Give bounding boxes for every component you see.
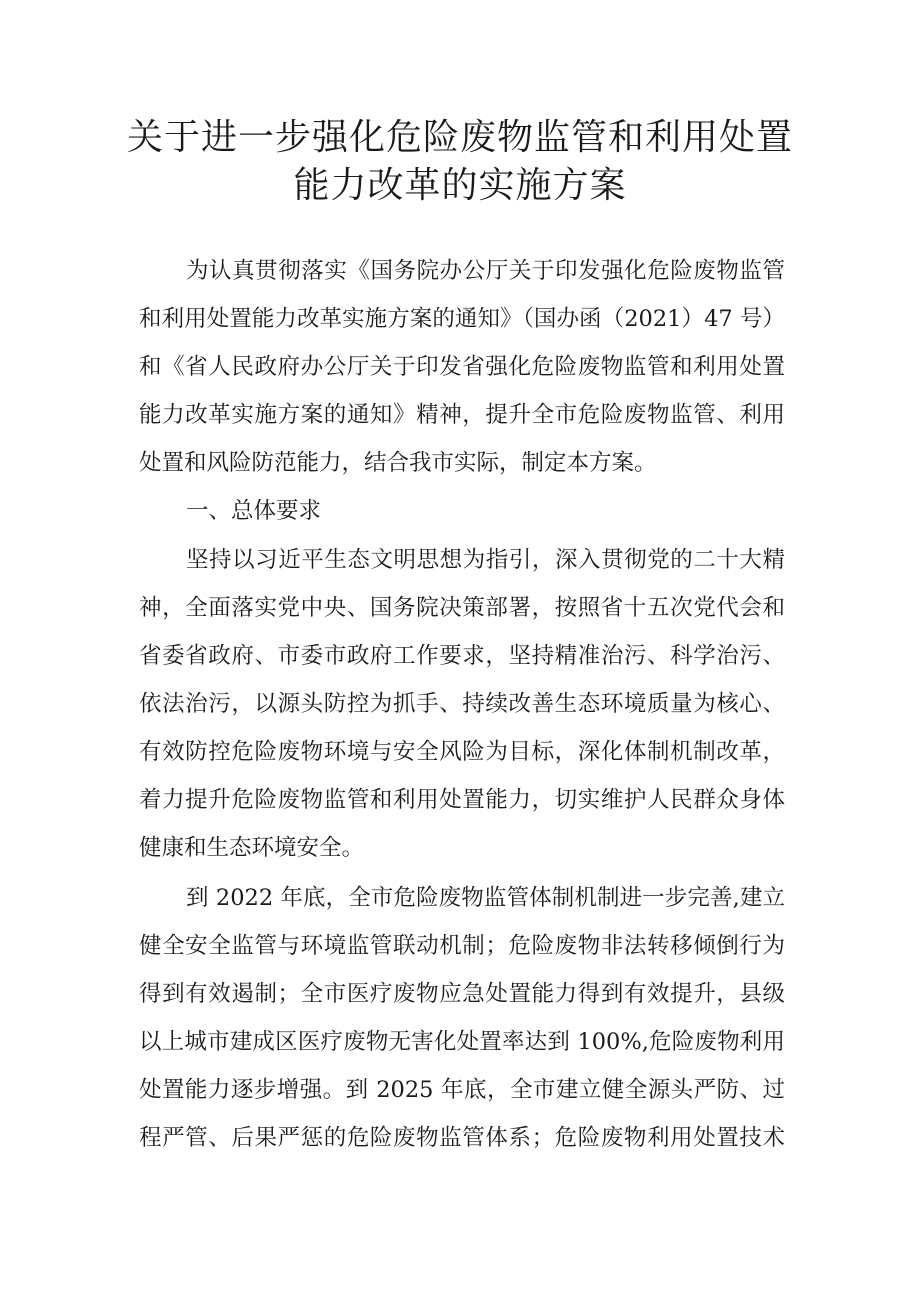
paragraph-2-line-5: 有效防控危险废物环境与安全风险为目标，深化体制机制改革， bbox=[139, 739, 785, 765]
paragraph-3-line-6: 程严管、后果严惩的危险废物监管体系；危险废物利用处置技术 bbox=[139, 1125, 785, 1151]
paragraph-3-line-1: 到 2022 年底，全市危险废物监管体制机制进一步完善,建立 bbox=[186, 885, 785, 911]
document-title-line-2: 能力改革的实施方案 bbox=[293, 165, 627, 206]
paragraph-2-line-7: 健康和生态环境安全。 bbox=[139, 835, 365, 861]
paragraph-1-line-5: 处置和风险防范能力，结合我市实际，制定本方案。 bbox=[139, 450, 657, 476]
document-title-line-1: 关于进一步强化危险废物监管和利用处置 bbox=[126, 117, 793, 158]
paragraph-3-line-5: 处置能力逐步增强。到 2025 年底，全市建立健全源头严防、过 bbox=[139, 1077, 785, 1103]
paragraph-1-line-4: 能力改革实施方案的通知》精神，提升全市危险废物监管、利用 bbox=[139, 402, 785, 428]
paragraph-3-line-4: 以上城市建成区医疗废物无害化处置率达到 100%,危险废物利用 bbox=[139, 1029, 785, 1055]
paragraph-3-line-3: 得到有效遏制；全市医疗废物应急处置能力得到有效提升，县级 bbox=[139, 981, 785, 1007]
paragraph-1-line-2: 和利用处置能力改革实施方案的通知》（国办函（2021）47 号） bbox=[139, 306, 785, 332]
paragraph-1-line-1: 为认真贯彻落实《国务院办公厅关于印发强化危险废物监管 bbox=[186, 258, 785, 284]
section-heading: 一、总体要求 bbox=[186, 498, 322, 524]
paragraph-2-line-4: 依法治污，以源头防控为抓手、持续改善生态环境质量为核心、 bbox=[139, 691, 785, 717]
paragraph-2-line-2: 神，全面落实党中央、国务院决策部署，按照省十五次党代会和 bbox=[139, 595, 785, 621]
paragraph-2-line-6: 着力提升危险废物监管和利用处置能力，切实维护人民群众身体 bbox=[139, 787, 785, 813]
paragraph-1-line-3: 和《省人民政府办公厅关于印发省强化危险废物监管和利用处置 bbox=[139, 354, 785, 380]
paragraph-2-line-3: 省委省政府、市委市政府工作要求，坚持精准治污、科学治污、 bbox=[139, 643, 785, 669]
paragraph-2-line-1: 坚持以习近平生态文明思想为指引，深入贯彻党的二十大精 bbox=[186, 547, 785, 573]
paragraph-3-line-2: 健全安全监管与环境监管联动机制；危险废物非法转移倾倒行为 bbox=[139, 933, 785, 959]
